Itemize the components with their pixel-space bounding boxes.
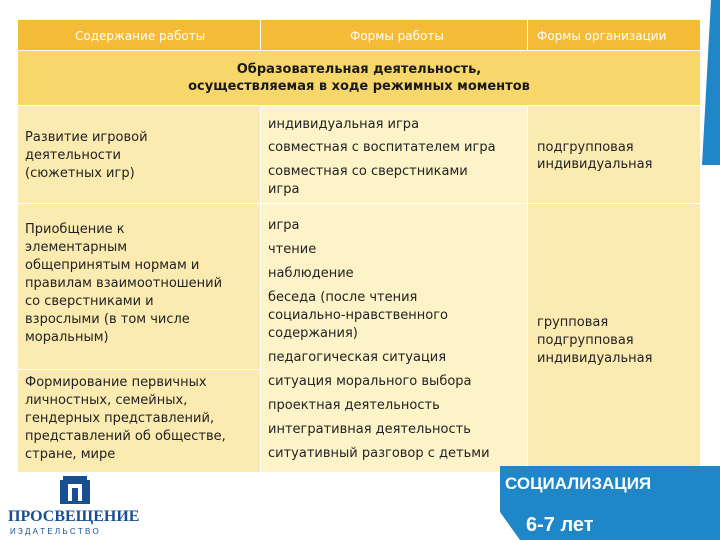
row2-content-line: со сверстниками и — [25, 294, 154, 309]
row2-form-item: содержания) — [268, 326, 358, 341]
row3-content-line: гендерных представлений, — [25, 411, 215, 426]
row2-form-item: беседа (после чтения — [268, 290, 418, 305]
header-divider — [260, 20, 261, 50]
row3-content-line: стране, мире — [25, 447, 116, 462]
badge-age: 6-7 лет — [526, 514, 594, 536]
row1-content-line: (сюжетных игр) — [25, 166, 135, 181]
header-forms-of-work: Формы работы — [350, 29, 444, 43]
row-divider — [18, 369, 261, 370]
row1-form-item: совместная с воспитателем игра — [268, 140, 496, 155]
row3-form-item: ситуация морального выбора — [268, 374, 472, 389]
row2-org-item: групповая — [537, 315, 609, 330]
section-title-line2: осуществляемая в ходе режимных моментов — [188, 79, 530, 94]
row2-content-line: Приобщение к — [25, 222, 125, 237]
row2-form-item: наблюдение — [268, 266, 354, 281]
logo-subtitle: И З Д А Т Е Л Ь С Т В О — [10, 527, 99, 536]
row2-content-line: взрослыми (в том числе — [25, 312, 190, 327]
socialization-badge — [486, 466, 720, 540]
logo-emblem-icon — [60, 476, 90, 504]
row1-org-item: индивидуальная — [537, 157, 653, 172]
col-divider — [527, 106, 528, 472]
row2-content-line: правилам взаимоотношений — [25, 276, 223, 291]
row-divider — [18, 203, 700, 204]
row1-org-item: подгрупповая — [537, 140, 634, 155]
logo-name: ПРОСВЕЩЕНИЕ — [8, 508, 140, 525]
row1-content-line: деятельности — [25, 148, 121, 163]
row2-content-line: моральным) — [25, 330, 109, 345]
col-divider — [260, 106, 261, 472]
blue-accent-strip — [702, 0, 720, 165]
row2-org-item: подгрупповая — [537, 333, 634, 348]
row3-content-line: личностных, семейных, — [25, 393, 188, 408]
row3-content-line: Формирование первичных — [25, 375, 207, 390]
row2-form-item: социально-нравственного — [268, 308, 448, 323]
row1-form-item: индивидуальная игра — [268, 117, 420, 132]
section-title-line1: Образовательная деятельность, — [236, 62, 482, 77]
row1-form-item: совместная со сверстниками — [268, 164, 468, 179]
section-title — [18, 51, 700, 105]
row1-form-item: игра — [268, 182, 300, 197]
row2-content-line: элементарным — [25, 240, 128, 255]
row2-form-item: игра — [268, 218, 300, 233]
header-content-of-work: Содержание работы — [75, 29, 206, 43]
row3-content-line: представлений об обществе, — [25, 429, 226, 444]
row2-content-line: общепринятым нормам и — [25, 258, 200, 273]
badge-title: СОЦИАЛИЗАЦИЯ — [505, 474, 652, 493]
row3-form-item: интегративная деятельность — [268, 422, 471, 437]
header-divider — [527, 20, 528, 50]
row2-form-item: чтение — [268, 242, 317, 257]
row3-form-item: ситуативный разговор с детьми — [268, 446, 490, 461]
row3-form-item: проектная деятельность — [268, 398, 440, 413]
row1-content-line: Развитие игровой — [25, 130, 148, 145]
publisher-logo — [4, 476, 144, 538]
header-forms-of-organization: Формы организации — [537, 29, 667, 43]
row2-form-item: педагогическая ситуация — [268, 350, 447, 365]
row2-org-item: индивидуальная — [537, 351, 653, 366]
